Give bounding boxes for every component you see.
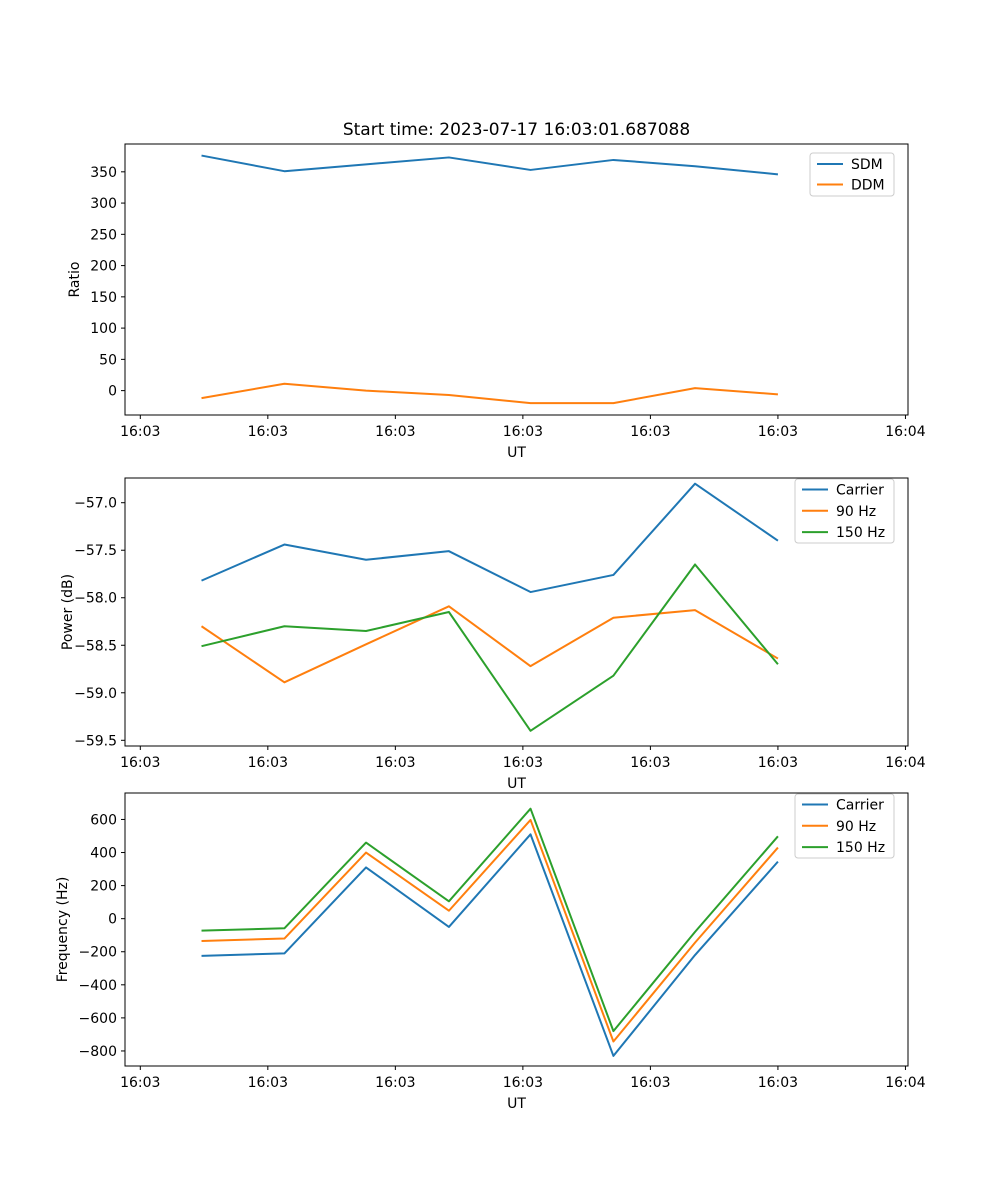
- axes-2-legend-label-carrier: Carrier: [836, 482, 884, 499]
- axes-3-legend-label-150-hz: 150 Hz: [836, 840, 886, 857]
- axes-2-xtick-label: 16:03: [375, 755, 416, 771]
- axes-2-ytick-label: −59.0: [74, 685, 117, 702]
- axes-1-xtick-label: 16:03: [120, 424, 161, 440]
- axes-3-line-carrier: [202, 834, 778, 1056]
- axes-1-ytick-label: 50: [99, 352, 117, 369]
- axes-2-line-carrier: [202, 484, 778, 592]
- axes-2-ylabel: Power (dB): [60, 573, 76, 651]
- axes-2-xtick-label: 16:03: [502, 755, 544, 771]
- axes-3-ytick-label: 400: [90, 845, 117, 862]
- axes-3-xtick-label: 16:03: [630, 1075, 671, 1091]
- plot-title: Start time: 2023-07-17 16:03:01.687088: [342, 120, 691, 140]
- axes-2-line-150-hz: [202, 564, 778, 730]
- axes-2-xtick-label: 16:03: [120, 755, 161, 771]
- axes-1-ytick-label: 250: [90, 227, 117, 244]
- axes-1-ytick-label: 350: [90, 164, 117, 181]
- axes-1-xtick-label: 16:03: [375, 424, 416, 440]
- axes-1-ytick-label: 150: [90, 289, 117, 306]
- axes-3-xtick-label: 16:03: [757, 1075, 799, 1091]
- axes-2-legend-label-90-hz: 90 Hz: [836, 503, 877, 520]
- axes-1-ytick-label: 200: [90, 258, 117, 275]
- axes-3-line-150-hz: [202, 809, 778, 1031]
- axes-3-ytick-label: 200: [90, 878, 117, 895]
- axes-3-xtick-label: 16:03: [375, 1075, 416, 1091]
- axes-2-ytick-label: −58.5: [74, 638, 117, 655]
- axes-1-frame: [125, 144, 908, 415]
- axes-2-xtick-label: 16:03: [247, 755, 289, 771]
- axes-2-frame: [125, 478, 908, 746]
- axes-2-xtick-label: 16:03: [630, 755, 671, 771]
- axes-1-ylabel: Ratio: [67, 261, 83, 298]
- axes-3-line-90-hz: [202, 820, 778, 1042]
- axes-1-ytick-label: 100: [90, 321, 117, 338]
- axes-1-ytick-label: 300: [90, 196, 117, 213]
- axes-3-xlabel: UT: [507, 1096, 526, 1112]
- axes-3-ytick-label: −200: [78, 944, 117, 961]
- axes-2-xtick-label: 16:03: [757, 755, 799, 771]
- axes-3-xtick-label: 16:03: [120, 1075, 161, 1091]
- axes-3-xtick-label: 16:03: [502, 1075, 544, 1091]
- axes-1-xtick-label: 16:03: [502, 424, 544, 440]
- axes-1-xtick-label: 16:03: [247, 424, 289, 440]
- axes-1-legend-label-sdm: SDM: [851, 157, 883, 173]
- axes-2-legend-label-150-hz: 150 Hz: [836, 525, 886, 542]
- axes-1-legend-label-ddm: DDM: [851, 177, 885, 194]
- axes-1-xtick-label: 16:04: [885, 424, 926, 440]
- axes-3-xtick-label: 16:03: [247, 1075, 289, 1091]
- axes-3-ytick-label: −600: [78, 1010, 117, 1027]
- axes-3-ytick-label: 600: [90, 812, 117, 829]
- axes-3-xtick-label: 16:04: [885, 1075, 926, 1091]
- axes-2-ytick-label: −59.5: [74, 733, 117, 750]
- axes-2-ytick-label: −57.5: [74, 543, 117, 560]
- axes-3-ytick-label: −800: [78, 1043, 117, 1060]
- axes-1-line-ddm: [202, 384, 778, 403]
- axes-1-line-sdm: [202, 156, 778, 175]
- axes-2-ytick-label: −57.0: [74, 495, 117, 512]
- axes-3-ylabel: Frequency (Hz): [55, 876, 71, 983]
- axes-2-ytick-label: −58.0: [74, 590, 117, 607]
- axes-1-xlabel: UT: [507, 445, 526, 461]
- axes-3-legend-label-90-hz: 90 Hz: [836, 818, 877, 835]
- axes-3-ytick-label: 0: [108, 911, 117, 928]
- axes-2-xtick-label: 16:04: [885, 755, 926, 771]
- axes-3-legend-label-carrier: Carrier: [836, 797, 884, 814]
- axes-2-xlabel: UT: [507, 776, 526, 792]
- axes-1-xtick-label: 16:03: [630, 424, 671, 440]
- axes-1-xtick-label: 16:03: [757, 424, 799, 440]
- axes-3-ytick-label: −400: [78, 977, 117, 994]
- axes-1-ytick-label: 0: [108, 383, 117, 400]
